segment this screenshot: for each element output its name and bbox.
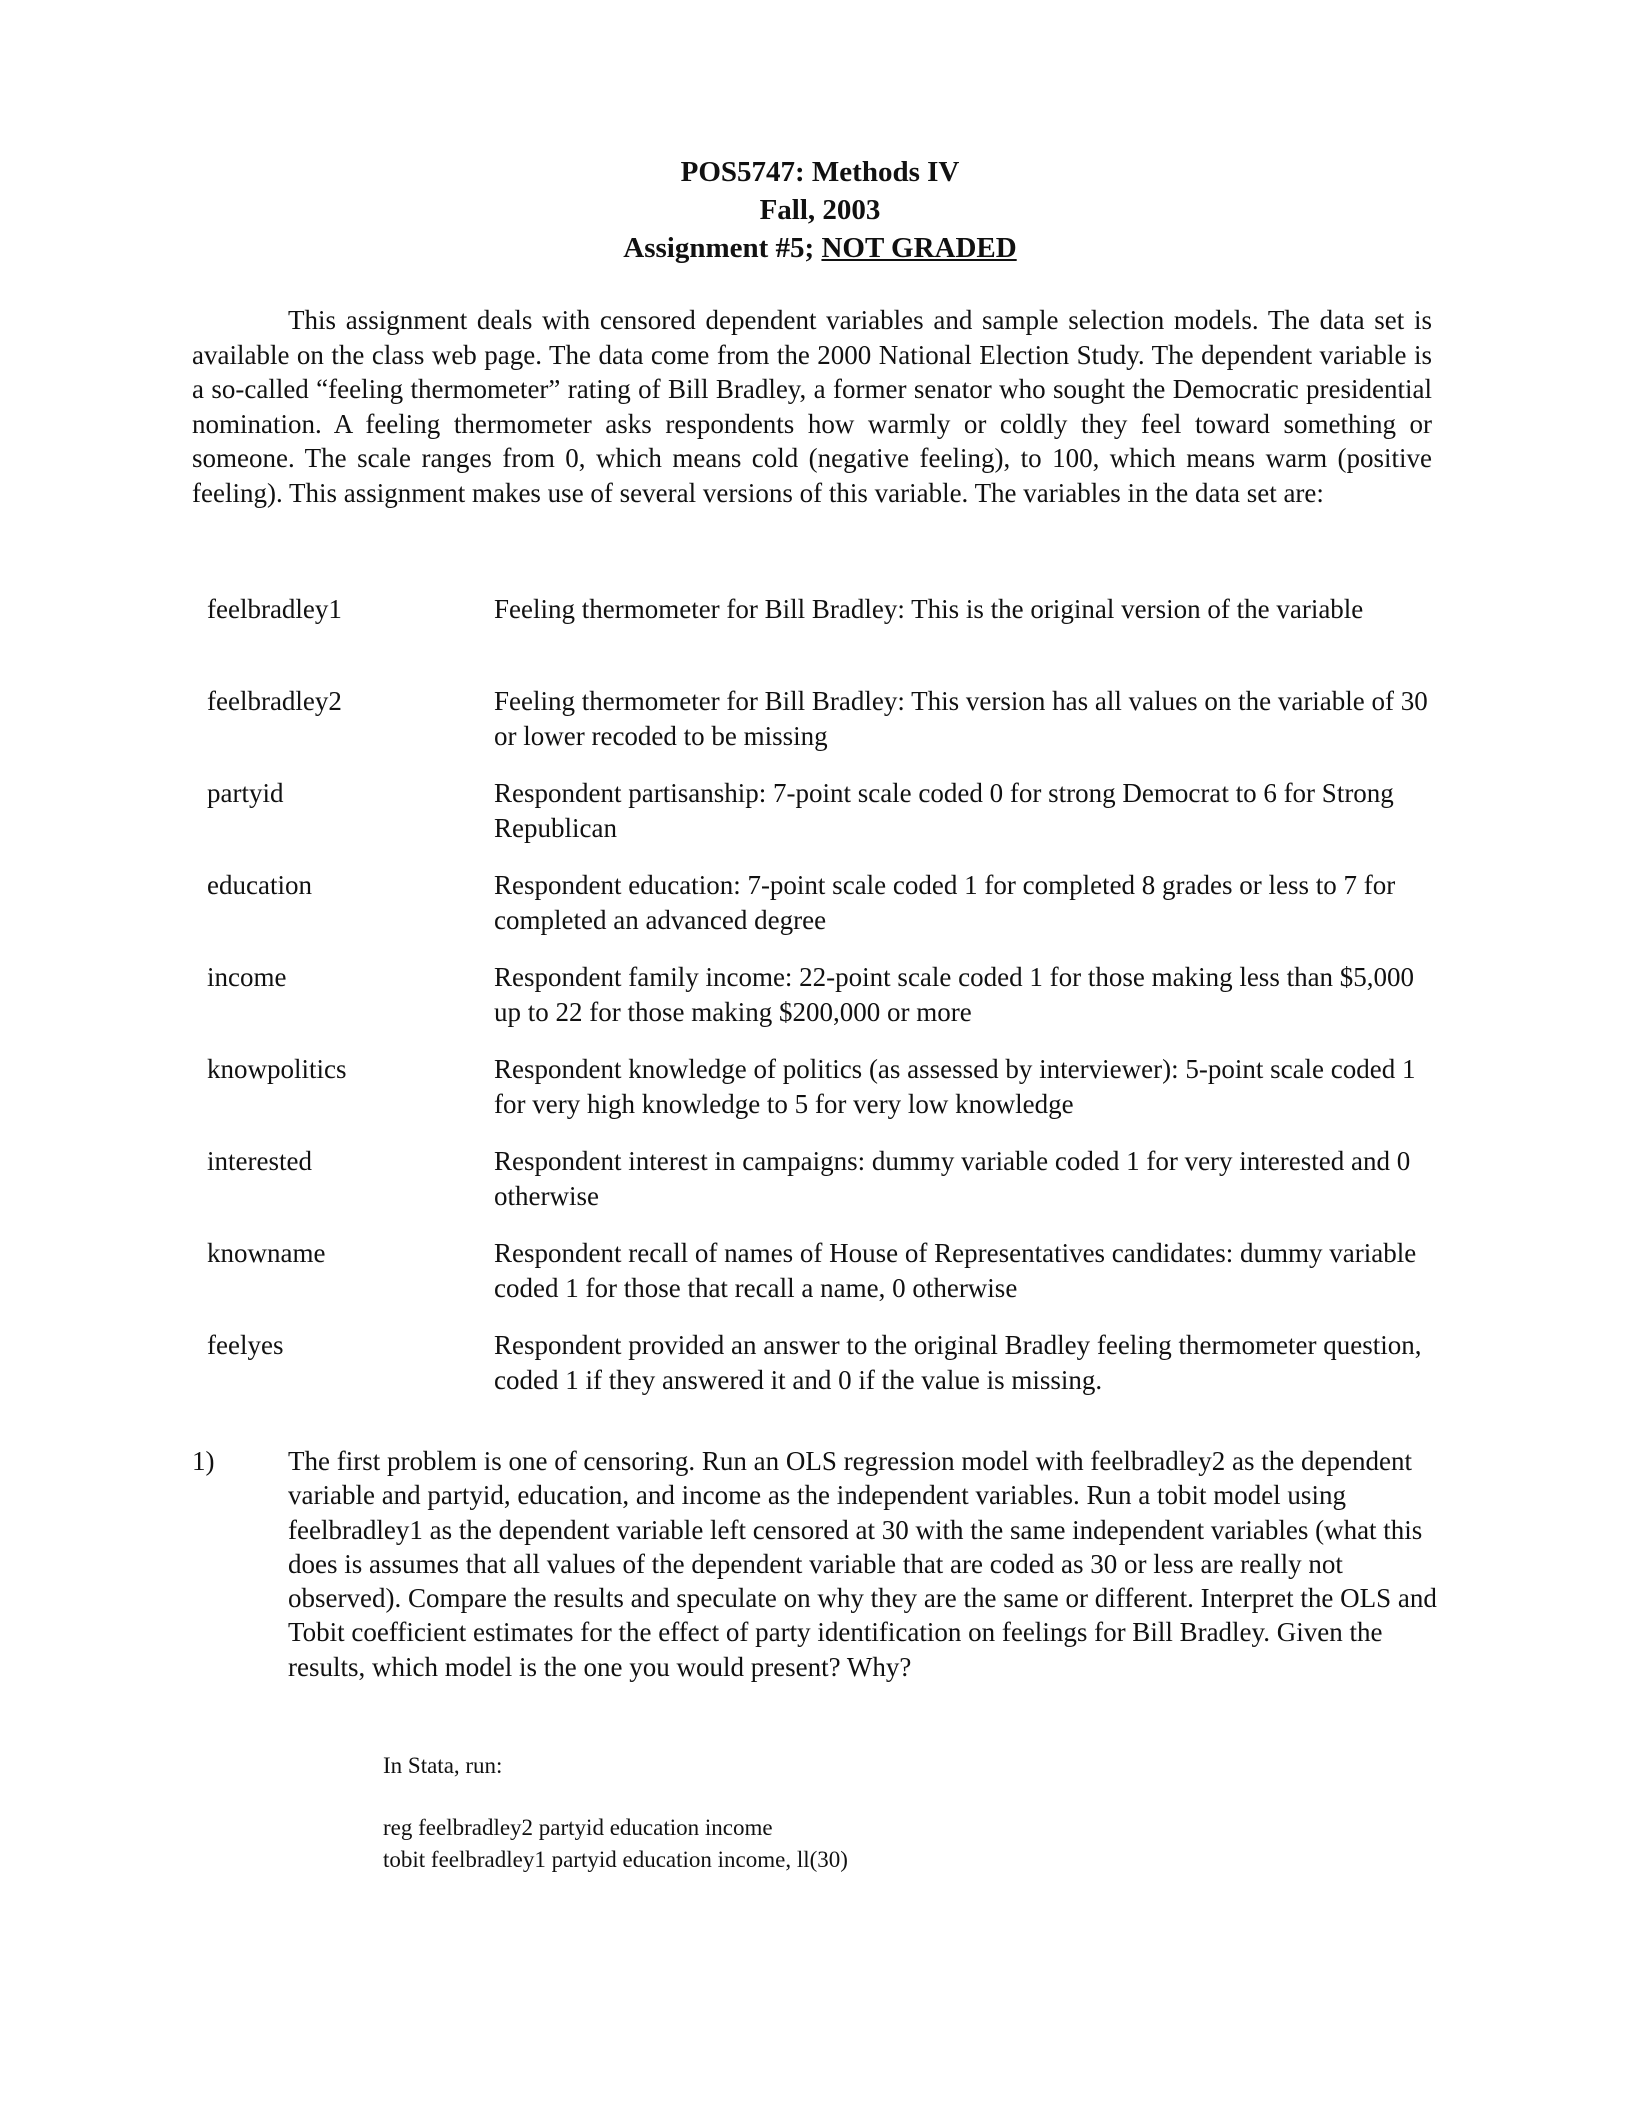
stata-command: tobit feelbradley1 partyid education income, ll(30) — [383, 1847, 848, 1872]
variable-name: knowname — [207, 1238, 326, 1268]
course-title: POS5747: Methods IV — [680, 156, 960, 188]
variable-row — [207, 960, 1437, 1052]
variable-row — [207, 776, 1437, 868]
variable-name: feelbradley1 — [207, 594, 342, 624]
variable-list — [207, 592, 1437, 1420]
variable-name: education — [207, 870, 312, 900]
variable-name: partyid — [207, 778, 284, 808]
variable-name: income — [207, 962, 287, 992]
blank-line — [383, 1782, 848, 1812]
assignment-status: NOT GRADED — [821, 232, 1017, 264]
document-header — [0, 153, 1640, 267]
stata-command: reg feelbradley2 partyid education income — [383, 1815, 773, 1840]
variable-row — [207, 1236, 1437, 1328]
variable-row — [207, 592, 1437, 684]
stata-intro: In Stata, run: — [383, 1753, 503, 1778]
question-text: The first problem is one of censoring. Run an OLS regression model with feelbradley2 as the dependent variable and partyid, education, and income as the independent variables. Run a tobit model using feelbradley1 as the dependent variable left censored at 30 with the same independent variables (what this does is assumes that all values of the dependent variable that are coded as 30 or less are really not observed). Compare the results and speculate on why they are the same or different. Interpret the OLS and Tobit coefficient estimates for the effect of party identification on feelings for Bill Bradley. Given the results, which model is the one you would present? Why? — [288, 1446, 1437, 1682]
variable-row — [207, 868, 1437, 960]
assignment-prefix: Assignment #5; — [623, 232, 822, 264]
variable-name: knowpolitics — [207, 1054, 347, 1084]
variable-row — [207, 1052, 1437, 1144]
variable-description: Respondent interest in campaigns: dummy variable coded 1 for very interested and 0 otherwise — [494, 1146, 1411, 1211]
question-number: 1) — [192, 1446, 215, 1476]
variable-description: Feeling thermometer for Bill Bradley: This version has all values on the variable of 30 or lower recoded to be missing — [494, 686, 1428, 751]
variable-name: feelyes — [207, 1330, 284, 1360]
variable-description: Respondent family income: 22-point scale coded 1 for those making less than $5,000 up to 22 for those making $200,000 or more — [494, 962, 1415, 1027]
variable-description: Respondent provided an answer to the original Bradley feeling thermometer question, coded 1 if they answered it and 0 if the value is missing. — [494, 1330, 1422, 1395]
variable-description: Respondent education: 7-point scale coded 1 for completed 8 grades or less to 7 for completed an advanced degree — [494, 870, 1396, 935]
variable-name: feelbradley2 — [207, 686, 342, 716]
assignment-title — [0, 229, 1640, 267]
variable-name: interested — [207, 1146, 312, 1176]
stata-instructions — [383, 1750, 848, 1876]
variable-description: Respondent recall of names of House of Representatives candidates: dummy variable coded 1 for those that recall a name, 0 otherwise — [494, 1238, 1417, 1303]
variable-description: Respondent partisanship: 7-point scale coded 0 for strong Democrat to 6 for Strong Republican — [494, 778, 1394, 843]
variable-row — [207, 1328, 1437, 1420]
term: Fall, 2003 — [759, 194, 881, 226]
variable-row — [207, 684, 1437, 776]
variable-description: Respondent knowledge of politics (as assessed by interviewer): 5-point scale coded 1 for very high knowledge to 5 for very low knowledge — [494, 1054, 1416, 1119]
variable-row — [207, 1144, 1437, 1236]
variable-description: Feeling thermometer for Bill Bradley: This is the original version of the variable — [494, 594, 1364, 624]
intro-paragraph: This assignment deals with censored dependent variables and sample selection models. The data set is available on the class web page. The data come from the 2000 National Election Study. The dependent variable is a so-called “feeling thermometer” rating of Bill Bradley, a former senator who sought the Democratic presidential nomination. A feeling thermometer asks respondents how warmly or coldly they feel toward something or someone. The scale ranges from 0, which means cold (negative feeling), to 100, which means warm (positive feeling). This assignment makes use of several versions of this variable. The variables in the data set are: — [192, 305, 1432, 508]
